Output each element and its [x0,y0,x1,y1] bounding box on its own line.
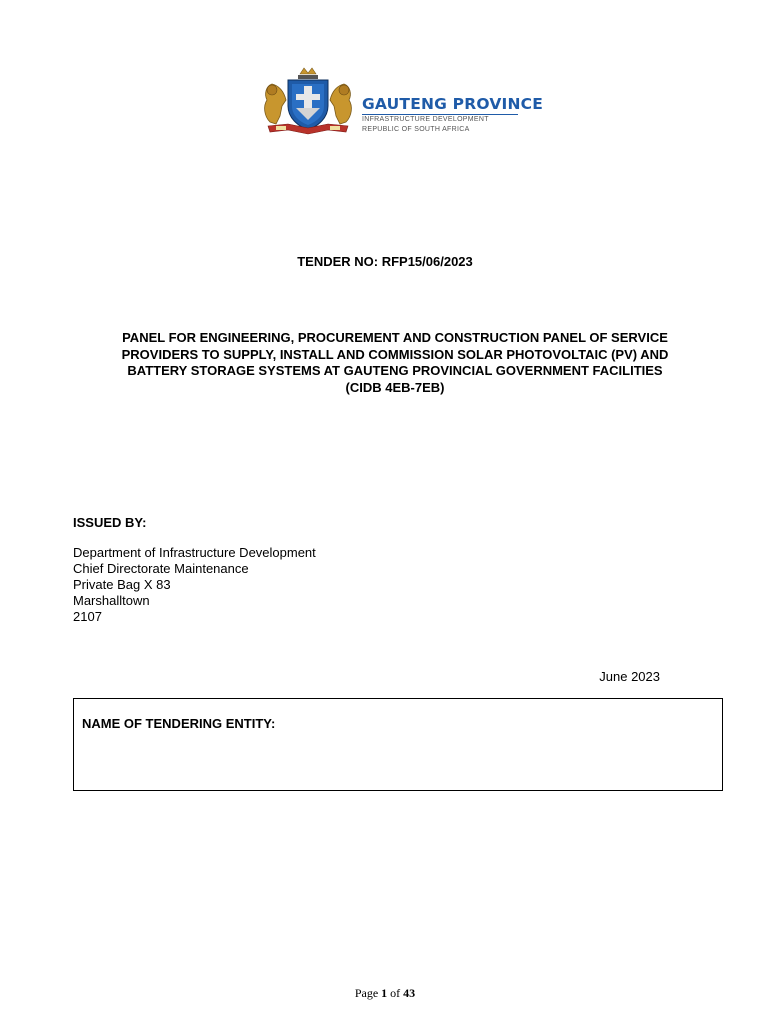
total-pages: 43 [403,986,416,1000]
gauteng-province-logo [258,66,544,138]
page-number-footer [0,986,770,1001]
address-line: 2107 [73,609,102,624]
logo-department: INFRASTRUCTURE DEVELOPMENT [362,116,489,123]
logo-country: REPUBLIC OF SOUTH AFRICA [362,126,470,133]
issued-by-heading: ISSUED BY: [73,515,147,530]
page-word: Page [354,986,379,1000]
address-line: Department of Infrastructure Development [73,545,316,560]
tender-title [80,330,710,396]
logo-divider [362,114,518,115]
tender-number: TENDER NO: RFP15/06/2023 [297,254,473,269]
tender-title-line: PANEL FOR ENGINEERING, PROCUREMENT AND CONSTRUCTION PANEL OF SERVICE [122,330,668,345]
tender-title-line: PROVIDERS TO SUPPLY, INSTALL AND COMMISSION SOLAR PHOTOVOLTAIC (PV) AND [121,346,669,362]
address-line: Private Bag X 83 [73,577,171,592]
address-line: Chief Directorate Maintenance [73,561,249,576]
tendering-entity-label: NAME OF TENDERING ENTITY: [82,716,276,731]
current-page: 1 [381,986,388,1000]
issuer-address [73,545,316,625]
of-word: of [390,986,401,1000]
logo-province-name: GAUTENG PROVINCE [362,95,544,113]
tender-title-line: BATTERY STORAGE SYSTEMS AT GAUTENG PROVINCIAL GOVERNMENT FACILITIES [127,363,663,378]
issue-date: June 2023 [599,669,660,684]
coat-of-arms-icon [258,66,358,138]
tendering-entity-box[interactable] [73,698,723,791]
address-line: Marshalltown [73,593,150,608]
tender-title-line: (CIDB 4EB-7EB) [345,379,445,395]
